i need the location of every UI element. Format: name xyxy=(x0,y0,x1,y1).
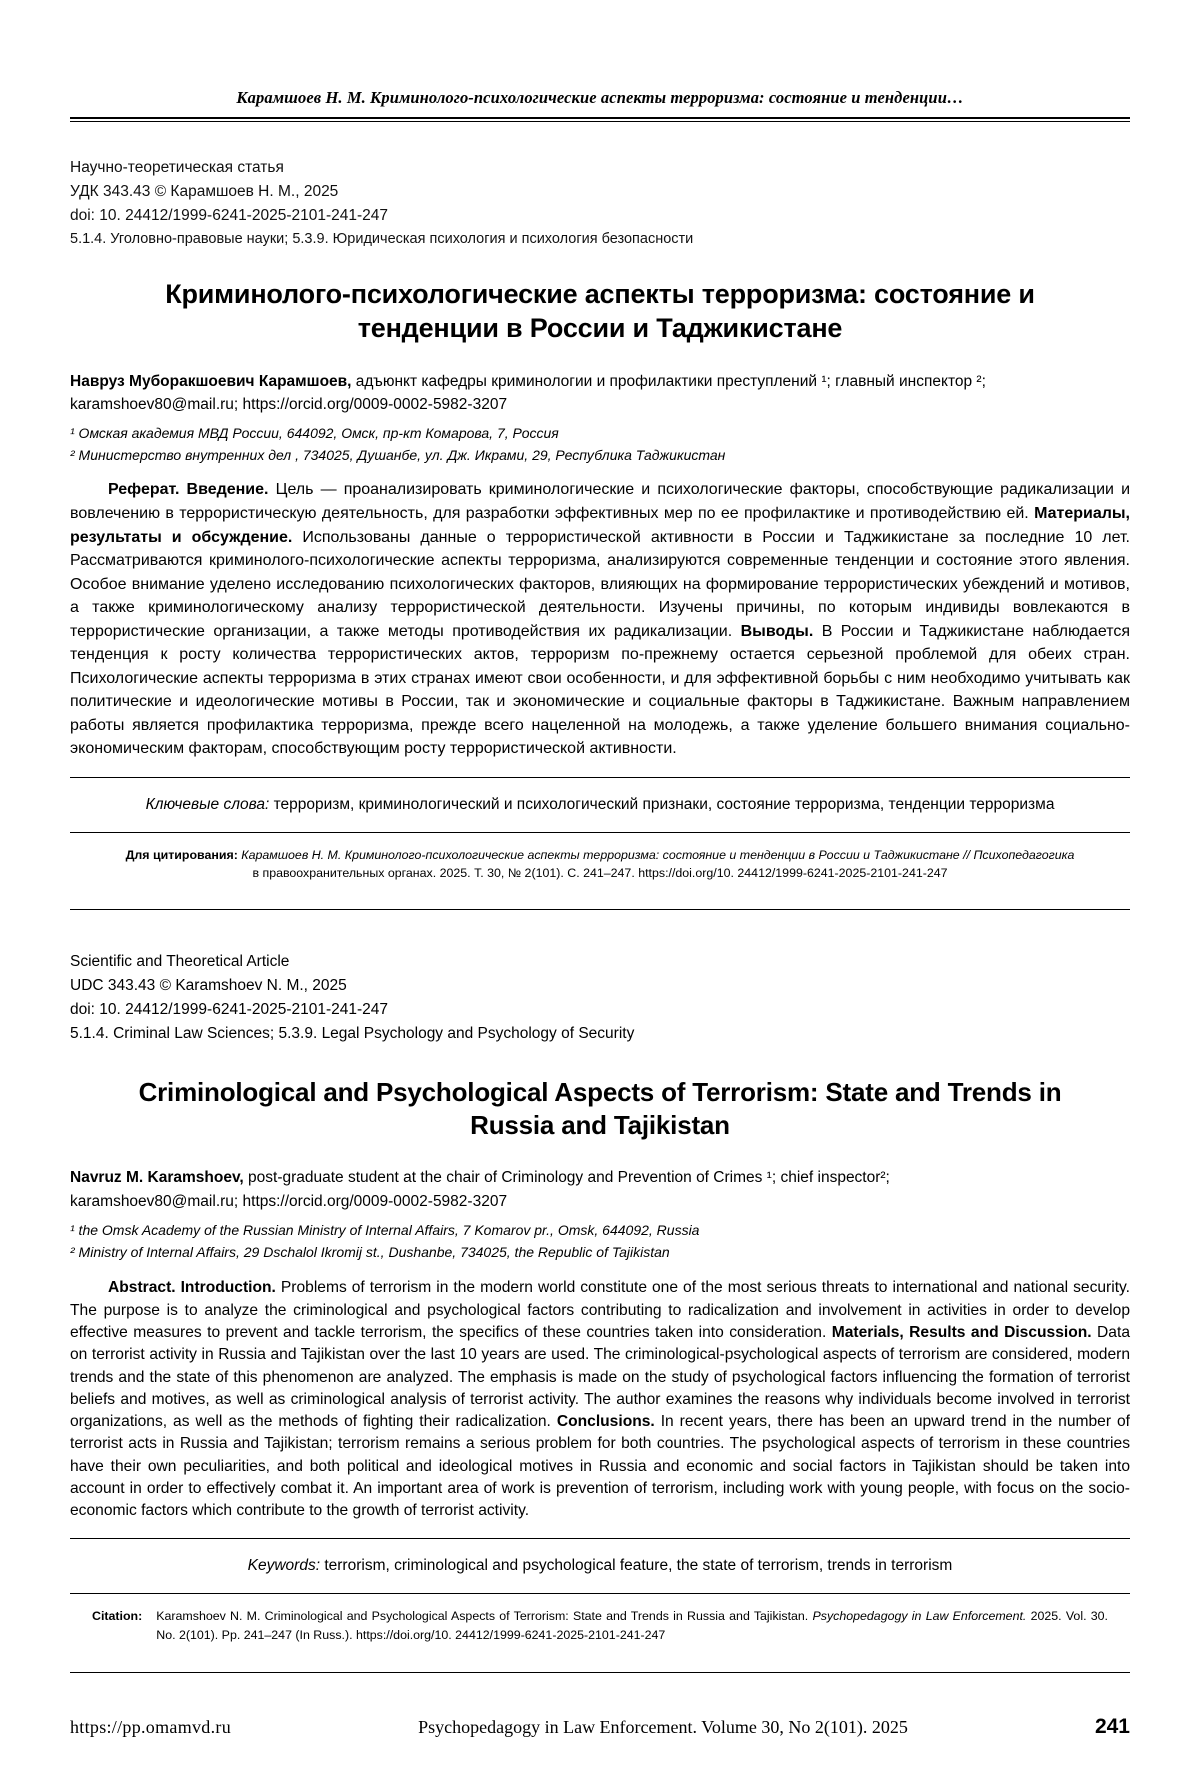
abstract-text-2-en: Data on terrorist activity in Russia and Tajikistan over the last 10 years are used. The criminological-psychological aspects of terrorism are considered, modern trends and the state of this phenomenon are analyzed. The emphasis is made on the study of psychological factors influencing the formation of terrorist beliefs and motives, as well as criminological analysis of terrorist activity. The author examines the reasons why individuals become involved in terrorist organizations, as well as the methods of fighting their radicalization. xyxy=(70,1323,1130,1431)
running-head-rule xyxy=(70,121,1130,122)
affiliation-2-en: ² Ministry of Internal Affairs, 29 Dschalol Ikromij st., Dushanbe, 734025, the Republic of Tajikistan xyxy=(70,1243,670,1260)
author-contacts-ru[interactable]: karamshoev80@mail.ru; https://orcid.org/0009-0002-5982-3207 xyxy=(70,395,508,413)
citation-text-2-en: 2025. Vol. 30. No. 2(101). Pp. 241–247 (In Russ.). https://doi.org/10. 24412/1999-6241-2025-2101-241-247 xyxy=(156,1609,1108,1643)
abstract-label-intro-en: Abstract. Introduction. xyxy=(108,1279,276,1297)
keywords-rule-top-en xyxy=(70,1538,1130,1539)
citation-rest-ru: в правоохранительных органах. 2025. Т. 30, № 2(101). С. 241–247. https://doi.org/10. 24412/1999-6241-2025-2101-241-247 xyxy=(252,866,948,881)
keywords-text-ru: терроризм, криминологический и психологический признаки, состояние терроризма, тенденции терроризма xyxy=(269,795,1055,813)
citation-label-en: Citation: xyxy=(92,1609,143,1624)
specialties-en: 5.1.4. Criminal Law Sciences; 5.3.9. Legal Psychology and Psychology of Security xyxy=(70,1024,635,1042)
abstract-label-materials-en: Materials, Results and Discussion. xyxy=(831,1323,1092,1341)
author-name-ru: Навруз Муборакшоевич Карамшоев, xyxy=(70,372,352,390)
running-head-text: Карамшоев Н. М. Криминолого-психологические аспекты терроризма: состояние и тенденции… xyxy=(70,88,1130,119)
meta-block-ru xyxy=(70,156,1130,251)
citation-italic-ru: Карамшоев Н. М. Криминолого-психологические аспекты терроризма: состояние и тенденции в России и Таджикистане // Психопедагогика xyxy=(241,847,1075,862)
page-title-en: Criminological and Psychological Aspects of Terrorism: State and Trends in Russia and Tajikistan xyxy=(138,1076,1062,1141)
keywords-label-en: Keywords: xyxy=(247,1557,321,1575)
citation-text-1-en: Karamshoev N. M. Criminological and Psychological Aspects of Terrorism: State and Trends in Russia and Tajikistan. xyxy=(156,1609,813,1624)
citation-journal-en: Psychopedagogy in Law Enforcement. xyxy=(812,1609,1027,1624)
author-roles-ru: адъюнкт кафедры криминологии и профилактики преступлений ¹; главный инспектор ²; xyxy=(351,372,986,390)
author-block-en xyxy=(70,1166,1130,1213)
abstract-en xyxy=(70,1277,1130,1522)
abstract-ru xyxy=(70,478,1130,760)
citation-ru xyxy=(70,846,1130,883)
affiliations-ru xyxy=(70,423,1130,466)
author-contacts-en[interactable]: karamshoev80@mail.ru; https://orcid.org/0009-0002-5982-3207 xyxy=(70,1192,508,1210)
author-block-ru xyxy=(70,370,1130,417)
keywords-rule-bottom-ru xyxy=(70,832,1130,833)
keywords-rule-bottom-en xyxy=(70,1593,1130,1594)
keywords-en xyxy=(70,1555,1130,1577)
citation-rule-en xyxy=(70,1672,1130,1673)
keywords-label-ru: Ключевые слова: xyxy=(145,795,270,813)
running-head-block xyxy=(70,88,1130,122)
footer-url[interactable]: https://pp.omamvd.ru xyxy=(70,1716,231,1737)
citation-en xyxy=(70,1607,1130,1645)
article-type-en: Scientific and Theoretical Article xyxy=(70,952,290,970)
page-number: 241 xyxy=(1094,1714,1130,1738)
page-title-ru: Криминолого-психологические аспекты терроризма: состояние и тенденции в России и Таджикистане xyxy=(165,278,1035,344)
affiliation-1-ru: ¹ Омская академия МВД России, 644092, Омск, пр-кт Комарова, 7, Россия xyxy=(70,425,559,442)
abstract-text-3-en: In recent years, there has been an upward trend in the number of terrorist acts in Russia and Tajikistan; terrorism remains a serious problem for both countries. The psychological aspects of terrorism in these countries have their own peculiarities, and both political and ideological motives in Russia and economic and social factors in Tajikistan should be taken into account in order to effectively combat it. An important area of work is prevention of terrorism, including work with young people, with focus on the socio-economic factors which contribute to the growth of terrorist activity. xyxy=(70,1413,1130,1520)
abstract-label-materials-ru: Материалы, результаты и обсуждение. xyxy=(70,505,1130,546)
affiliation-2-ru: ² Министерство внутренних дел , 734025, Душанбе, ул. Дж. Икрами, 29, Республика Таджикистан xyxy=(70,446,726,463)
udc-ru: УДК 343.43 © Карамшоев Н. М., 2025 xyxy=(70,183,339,201)
affiliation-1-en: ¹ the Omsk Academy of the Russian Ministry of Internal Affairs, 7 Komarov pr., Omsk, 644092, Russia xyxy=(70,1221,700,1238)
keywords-rule-top-ru xyxy=(70,777,1130,778)
abstract-label-intro-ru: Реферат. Введение. xyxy=(108,481,269,499)
author-name-en: Navruz M. Karamshoev, xyxy=(70,1169,244,1187)
abstract-label-conclusions-ru: Выводы. xyxy=(740,622,814,640)
meta-block-en xyxy=(70,950,1130,1046)
citation-rule-ru xyxy=(70,909,1130,910)
abstract-text-2-ru: Использованы данные о террористической активности в России и Таджикистане за последние 10 лет. Рассматриваются криминолого-психологические аспекты терроризма, анализируются современные тенденции и состояние этого явления. Особое внимание уделено исследованию психологических факторов, влияющих на формирование террористических убеждений и мотивов, а также криминологическому анализу террористической деятельности. Изучены причины, по которым индивиды вовлекаются в террористические организации, а также методы противодействия их радикализации. xyxy=(70,528,1130,640)
abstract-text-1-ru: Цель — проанализировать криминологические и психологические факторы, способствующие радикализации и вовлечению в террористическую деятельность, для разработки эффективных мер по ее профилактике и противодействию ей. xyxy=(70,481,1131,522)
footer-journal-info: Psychopedagogy in Law Enforcement. Volume 30, No 2(101). 2025 xyxy=(418,1716,908,1737)
keywords-text-en: terrorism, criminological and psychological feature, the state of terrorism, trends in terrorism xyxy=(320,1557,953,1575)
affiliations-en xyxy=(70,1220,1130,1263)
abstract-label-conclusions-en: Conclusions. xyxy=(556,1413,655,1431)
specialties-ru: 5.1.4. Уголовно-правовые науки; 5.3.9. Юридическая психология и психология безопасности xyxy=(70,231,694,248)
page-footer xyxy=(70,1715,1130,1739)
doi-ru[interactable]: doi: 10. 24412/1999-6241-2025-2101-241-247 xyxy=(70,207,389,225)
doi-en[interactable]: doi: 10. 24412/1999-6241-2025-2101-241-247 xyxy=(70,1000,389,1018)
author-roles-en: post-graduate student at the chair of Criminology and Prevention of Crimes ¹; chief inspector²; xyxy=(243,1169,890,1187)
article-type-ru: Научно-теоретическая статья xyxy=(70,159,284,176)
citation-label-ru: Для цитирования: xyxy=(125,847,238,862)
udc-en: UDC 343.43 © Karamshoev N. M., 2025 xyxy=(70,976,347,994)
keywords-ru xyxy=(70,794,1130,816)
abstract-text-1-en: Problems of terrorism in the modern world constitute one of the most serious threats to international and national security. The purpose is to analyze the criminological and psychological factors contributing to radicalization and involvement in activities in order to develop effective measures to prevent and tackle terrorism, the specifics of these countries taken into consideration. xyxy=(70,1279,1130,1341)
abstract-text-3-ru: В России и Таджикистане наблюдается тенденция к росту количества террористических актов, терроризм по-прежнему остается серьезной проблемой для обеих стран. Психологические аспекты терроризма в этих странах имеют свои особенности, и для эффективной борьбы с ним необходимо учитывать как политические и идеологические мотивы в России, так и экономические и социальные факторы в Таджикистане. Важным направлением работы является профилактика терроризма, прежде всего нацеленной на молодежь, а также уделение большего внимания социально-экономическим факторам, способствующим росту террористической активности. xyxy=(70,622,1131,758)
